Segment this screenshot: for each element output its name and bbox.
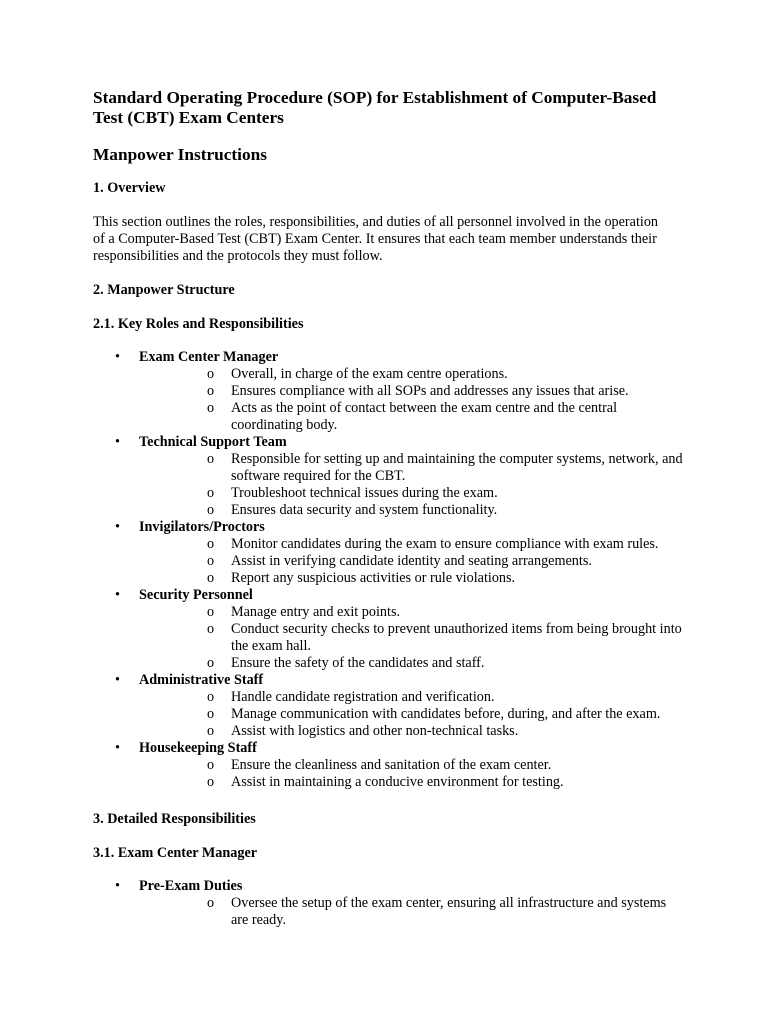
duty-item xyxy=(139,706,683,723)
role-list-item xyxy=(93,740,683,791)
duty-item xyxy=(139,383,683,400)
role-duties-list xyxy=(139,366,683,434)
sub-bullet-icon: o xyxy=(207,400,215,416)
duty-item xyxy=(139,621,683,655)
role-list-item xyxy=(93,878,683,929)
role-duties-list xyxy=(139,451,683,519)
duty-text: Ensure the cleanliness and sanitation of the exam center. xyxy=(231,757,552,773)
duty-item xyxy=(139,451,683,485)
role-title: Technical Support Team xyxy=(139,434,287,450)
bullet-icon: • xyxy=(115,587,120,603)
duty-item xyxy=(139,604,683,621)
bullet-icon: • xyxy=(115,740,120,756)
role-title: Administrative Staff xyxy=(139,672,264,688)
role-list-item xyxy=(93,434,683,519)
sub-bullet-icon: o xyxy=(207,706,215,722)
document-title: Standard Operating Procedure (SOP) for Establishment of Computer-Based Test (CBT) Exam Centers xyxy=(93,88,657,127)
pre-exam-duties-list xyxy=(93,878,683,929)
sub-bullet-icon: o xyxy=(207,655,215,671)
duty-text: Conduct security checks to prevent unauthorized items from being brought into the exam hall. xyxy=(231,621,682,654)
duty-text: Manage communication with candidates before, during, and after the exam. xyxy=(231,706,661,722)
sub-bullet-icon: o xyxy=(207,485,215,501)
bullet-icon: • xyxy=(115,878,120,894)
role-duties-list xyxy=(139,689,683,740)
sub-bullet-icon: o xyxy=(207,604,215,620)
overview-paragraph: This section outlines the roles, responsibilities, and duties of all personnel involved in the operation of a Computer-Based Test (CBT) Exam Center. It ensures that each team member understands their responsibilities and the protocols they must follow. xyxy=(93,214,659,264)
duty-text: Overall, in charge of the exam centre operations. xyxy=(231,366,508,382)
role-list-item xyxy=(93,519,683,587)
bullet-icon: • xyxy=(115,672,120,688)
duty-text: Troubleshoot technical issues during the exam. xyxy=(231,485,498,501)
role-title: Housekeeping Staff xyxy=(139,740,257,756)
sub-bullet-icon: o xyxy=(207,553,215,569)
role-duties-list xyxy=(139,757,683,791)
sub-bullet-icon: o xyxy=(207,621,215,637)
sub-bullet-icon: o xyxy=(207,536,215,552)
role-duties-list xyxy=(139,895,683,929)
duty-item xyxy=(139,757,683,774)
duty-text: Ensures compliance with all SOPs and addresses any issues that arise. xyxy=(231,383,629,399)
sub-bullet-icon: o xyxy=(207,757,215,773)
duty-text: Handle candidate registration and verification. xyxy=(231,689,495,705)
role-list-item xyxy=(93,587,683,672)
duty-item xyxy=(139,774,683,791)
duty-text: Oversee the setup of the exam center, ensuring all infrastructure and systems are ready. xyxy=(231,895,667,928)
role-duties-list xyxy=(139,536,683,587)
document-subtitle: Manpower Instructions xyxy=(93,145,267,164)
manpower-structure-heading: 2. Manpower Structure xyxy=(93,282,235,298)
role-list-item xyxy=(93,672,683,740)
duty-item xyxy=(139,689,683,706)
duty-text: Responsible for setting up and maintaining the computer systems, network, and software required for the CBT. xyxy=(231,451,683,484)
sub-bullet-icon: o xyxy=(207,366,215,382)
role-list-item xyxy=(93,349,683,434)
bullet-icon: • xyxy=(115,519,120,535)
key-roles-heading: 2.1. Key Roles and Responsibilities xyxy=(93,316,304,332)
sub-bullet-icon: o xyxy=(207,723,215,739)
sub-bullet-icon: o xyxy=(207,383,215,399)
overview-heading: 1. Overview xyxy=(93,180,166,196)
exam-center-manager-heading: 3.1. Exam Center Manager xyxy=(93,845,258,861)
sub-bullet-icon: o xyxy=(207,895,215,911)
duty-text: Ensure the safety of the candidates and staff. xyxy=(231,655,485,671)
duty-item xyxy=(139,400,683,434)
duty-item xyxy=(139,723,683,740)
sub-bullet-icon: o xyxy=(207,451,215,467)
bullet-icon: • xyxy=(115,434,120,450)
duty-text: Assist with logistics and other non-technical tasks. xyxy=(231,723,519,739)
role-duties-list xyxy=(139,604,683,672)
detailed-responsibilities-heading: 3. Detailed Responsibilities xyxy=(93,811,256,827)
duty-item xyxy=(139,502,683,519)
role-title: Security Personnel xyxy=(139,587,253,603)
duty-text: Manage entry and exit points. xyxy=(231,604,401,620)
duty-text: Assist in verifying candidate identity and seating arrangements. xyxy=(231,553,592,569)
duty-item xyxy=(139,895,683,929)
sub-bullet-icon: o xyxy=(207,502,215,518)
duty-item xyxy=(139,366,683,383)
role-title: Pre-Exam Duties xyxy=(139,878,243,894)
duty-item xyxy=(139,536,683,553)
duty-text: Acts as the point of contact between the exam centre and the central coordinating body. xyxy=(231,400,618,433)
duty-text: Monitor candidates during the exam to ensure compliance with exam rules. xyxy=(231,536,659,552)
duty-text: Report any suspicious activities or rule violations. xyxy=(231,570,516,586)
role-title: Invigilators/Proctors xyxy=(139,519,265,535)
duty-text: Assist in maintaining a conducive environment for testing. xyxy=(231,774,564,790)
duty-text: Ensures data security and system functionality. xyxy=(231,502,498,518)
bullet-icon: • xyxy=(115,349,120,365)
key-roles-list xyxy=(93,349,683,791)
duty-item xyxy=(139,485,683,502)
sub-bullet-icon: o xyxy=(207,774,215,790)
sub-bullet-icon: o xyxy=(207,689,215,705)
duty-item xyxy=(139,655,683,672)
role-title: Exam Center Manager xyxy=(139,349,279,365)
duty-item xyxy=(139,570,683,587)
sub-bullet-icon: o xyxy=(207,570,215,586)
duty-item xyxy=(139,553,683,570)
